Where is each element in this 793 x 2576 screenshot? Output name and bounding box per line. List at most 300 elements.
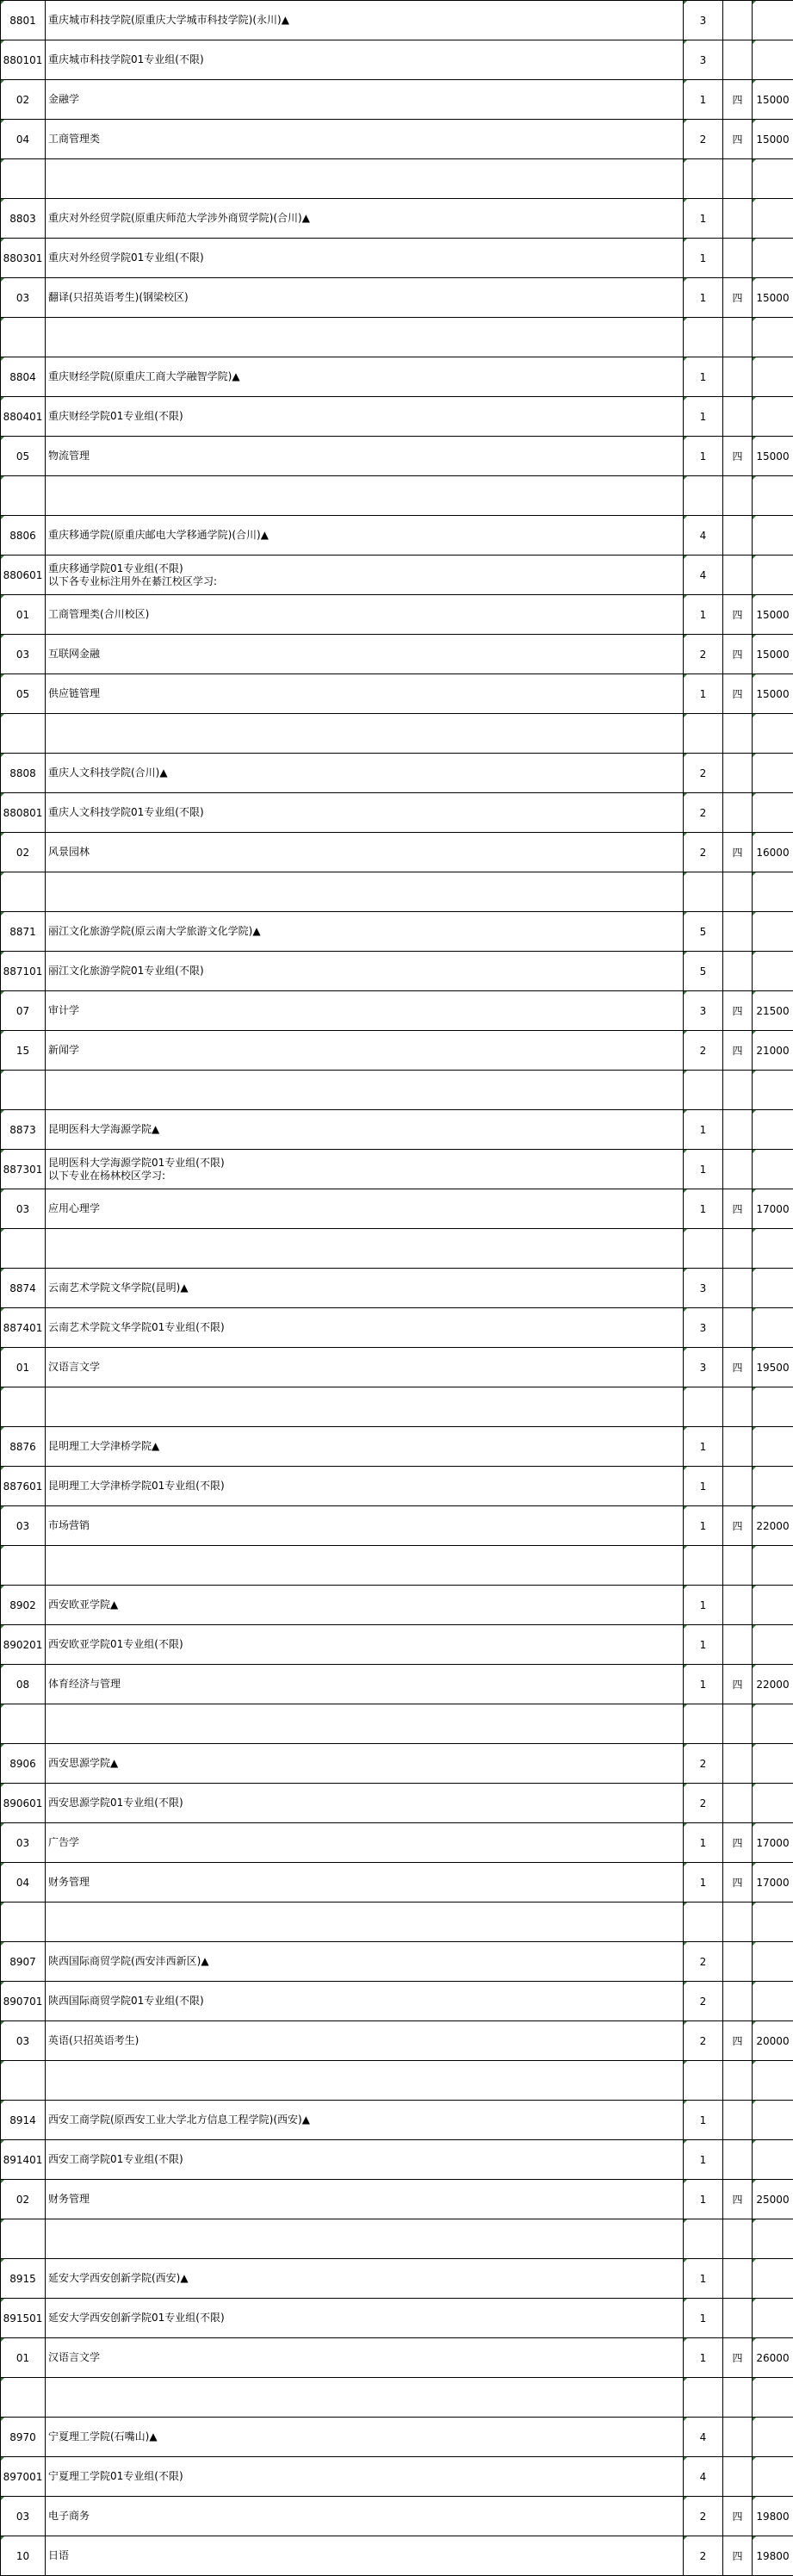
duration-cell [723, 1229, 753, 1269]
plan-count-cell: 3 [684, 991, 723, 1031]
name-cell: 西安欧亚学院▲ [46, 1586, 684, 1625]
code-cell [1, 714, 46, 754]
plan-count-cell: 1 [684, 437, 723, 476]
duration-cell: 四 [723, 2497, 753, 2536]
code-cell: 03 [1, 2021, 46, 2061]
table-row [1, 1744, 793, 1784]
duration-cell: 四 [723, 2021, 753, 2061]
duration-cell [723, 1546, 753, 1586]
name-cell: 体育经济与管理 [46, 1665, 684, 1704]
plan-count-cell [684, 1546, 723, 1586]
code-cell: 8808 [1, 754, 46, 793]
table-row [1, 120, 793, 159]
code-cell: 8876 [1, 1427, 46, 1467]
code-cell [1, 2061, 46, 2101]
code-cell: 08 [1, 1665, 46, 1704]
code-cell: 05 [1, 674, 46, 714]
table-row [1, 1784, 793, 1823]
plan-count-cell: 4 [684, 516, 723, 556]
duration-cell [723, 1784, 753, 1823]
tuition-cell [753, 2219, 793, 2259]
tuition-cell: 17000 [753, 1823, 793, 1863]
tuition-cell [753, 1, 793, 40]
code-cell: 8804 [1, 357, 46, 397]
table-row [1, 1427, 793, 1467]
plan-count-cell [684, 1387, 723, 1427]
plan-count-cell: 2 [684, 1982, 723, 2021]
plan-count-cell: 1 [684, 2180, 723, 2219]
plan-count-cell: 1 [684, 2299, 723, 2338]
plan-count-cell: 1 [684, 1467, 723, 1506]
tuition-cell: 15000 [753, 437, 793, 476]
tuition-cell: 21500 [753, 991, 793, 1031]
plan-count-cell: 1 [684, 1150, 723, 1189]
code-cell: 03 [1, 1823, 46, 1863]
duration-cell: 四 [723, 80, 753, 120]
name-cell [46, 2219, 684, 2259]
table-row [1, 1150, 793, 1189]
tuition-cell [753, 318, 793, 357]
table-row [1, 952, 793, 991]
duration-cell: 四 [723, 1665, 753, 1704]
plan-count-cell: 2 [684, 1031, 723, 1071]
name-cell: 西安思源学院01专业组(不限) [46, 1784, 684, 1823]
tuition-cell: 15000 [753, 674, 793, 714]
code-cell: 8914 [1, 2101, 46, 2140]
duration-cell: 四 [723, 1031, 753, 1071]
code-cell: 8915 [1, 2259, 46, 2299]
duration-cell [723, 1982, 753, 2021]
code-cell: 05 [1, 437, 46, 476]
name-cell: 英语(只招英语考生) [46, 2021, 684, 2061]
name-cell: 互联网金融 [46, 635, 684, 674]
name-cell: 宁夏理工学院(石嘴山)▲ [46, 2418, 684, 2457]
name-cell: 昆明理工大学津桥学院01专业组(不限) [46, 1467, 684, 1506]
code-cell: 887301 [1, 1150, 46, 1189]
name-cell: 重庆城市科技学院01专业组(不限) [46, 40, 684, 80]
table-row [1, 1625, 793, 1665]
tuition-cell: 22000 [753, 1506, 793, 1546]
name-cell [46, 318, 684, 357]
blank-row [1, 714, 793, 754]
name-cell [46, 2061, 684, 2101]
plan-count-cell: 3 [684, 1, 723, 40]
table-row [1, 595, 793, 635]
plan-count-cell [684, 1229, 723, 1269]
tuition-cell [753, 2140, 793, 2180]
plan-count-cell: 1 [684, 239, 723, 278]
code-cell: 8902 [1, 1586, 46, 1625]
tuition-cell [753, 397, 793, 437]
table-row [1, 1665, 793, 1704]
tuition-cell [753, 1150, 793, 1189]
name-cell [46, 1546, 684, 1586]
duration-cell [723, 2219, 753, 2259]
plan-count-cell: 2 [684, 2536, 723, 2576]
plan-count-cell: 1 [684, 1427, 723, 1467]
duration-cell [723, 199, 753, 239]
tuition-cell: 26000 [753, 2338, 793, 2378]
duration-cell [723, 397, 753, 437]
plan-count-cell: 1 [684, 2259, 723, 2299]
tuition-cell [753, 1903, 793, 1942]
duration-cell [723, 476, 753, 516]
blank-row [1, 318, 793, 357]
duration-cell [723, 793, 753, 833]
tuition-cell [753, 1982, 793, 2021]
name-cell: 审计学 [46, 991, 684, 1031]
name-cell: 电子商务 [46, 2497, 684, 2536]
plan-count-cell: 4 [684, 2418, 723, 2457]
plan-count-cell [684, 2219, 723, 2259]
tuition-cell [753, 1387, 793, 1427]
code-cell: 8873 [1, 1110, 46, 1150]
code-cell: 891401 [1, 2140, 46, 2180]
name-cell: 云南艺术学院文华学院01专业组(不限) [46, 1308, 684, 1348]
plan-count-cell: 1 [684, 1110, 723, 1150]
plan-count-cell [684, 2061, 723, 2101]
blank-row [1, 2378, 793, 2418]
code-cell: 02 [1, 2180, 46, 2219]
duration-cell: 四 [723, 991, 753, 1031]
table-row [1, 2021, 793, 2061]
plan-count-cell [684, 1071, 723, 1110]
name-cell: 重庆城市科技学院(原重庆大学城市科技学院)(永川)▲ [46, 1, 684, 40]
table-row [1, 2457, 793, 2497]
code-cell: 03 [1, 1189, 46, 1229]
table-row [1, 674, 793, 714]
duration-cell [723, 1586, 753, 1625]
name-cell: 财务管理 [46, 2180, 684, 2219]
plan-count-cell: 1 [684, 1586, 723, 1625]
duration-cell [723, 2061, 753, 2101]
table-row [1, 1110, 793, 1150]
table-row [1, 1189, 793, 1229]
table-row [1, 357, 793, 397]
name-cell: 供应链管理 [46, 674, 684, 714]
tuition-cell [753, 952, 793, 991]
plan-count-cell: 2 [684, 635, 723, 674]
table-body [1, 1, 793, 2576]
code-cell: 04 [1, 1863, 46, 1903]
tuition-cell [753, 2101, 793, 2140]
name-cell: 重庆对外经贸学院01专业组(不限) [46, 239, 684, 278]
duration-cell [723, 1704, 753, 1744]
table-row [1, 1982, 793, 2021]
duration-cell: 四 [723, 1348, 753, 1387]
name-cell: 风景园林 [46, 833, 684, 872]
tuition-cell: 16000 [753, 833, 793, 872]
duration-cell [723, 1308, 753, 1348]
tuition-cell [753, 40, 793, 80]
tuition-cell [753, 2061, 793, 2101]
code-cell: 887401 [1, 1308, 46, 1348]
plan-count-cell [684, 714, 723, 754]
table-row [1, 397, 793, 437]
code-cell: 8803 [1, 199, 46, 239]
duration-cell [723, 1625, 753, 1665]
name-cell: 丽江文化旅游学院(原云南大学旅游文化学院)▲ [46, 912, 684, 952]
duration-cell: 四 [723, 2180, 753, 2219]
duration-cell: 四 [723, 278, 753, 318]
tuition-cell [753, 2259, 793, 2299]
code-cell: 8970 [1, 2418, 46, 2457]
tuition-cell [753, 912, 793, 952]
duration-cell [723, 714, 753, 754]
tuition-cell [753, 199, 793, 239]
table-row [1, 2101, 793, 2140]
name-cell: 西安工商学院01专业组(不限) [46, 2140, 684, 2180]
code-cell: 03 [1, 278, 46, 318]
table-row [1, 2338, 793, 2378]
table-row [1, 1823, 793, 1863]
blank-row [1, 1071, 793, 1110]
tuition-cell [753, 2457, 793, 2497]
name-cell: 重庆财经学院(原重庆工商大学融智学院)▲ [46, 357, 684, 397]
tuition-cell [753, 1467, 793, 1506]
table-row [1, 793, 793, 833]
plan-count-cell: 1 [684, 1665, 723, 1704]
name-cell: 翻译(只招英语考生)(钢梁校区) [46, 278, 684, 318]
code-cell [1, 2219, 46, 2259]
duration-cell: 四 [723, 437, 753, 476]
table-row [1, 556, 793, 595]
tuition-cell [753, 793, 793, 833]
plan-count-cell: 5 [684, 912, 723, 952]
table-row [1, 912, 793, 952]
code-cell: 880801 [1, 793, 46, 833]
plan-count-cell: 2 [684, 833, 723, 872]
table-row [1, 991, 793, 1031]
duration-cell: 四 [723, 2536, 753, 2576]
code-cell [1, 159, 46, 199]
name-cell: 重庆对外经贸学院(原重庆师范大学涉外商贸学院)(合川)▲ [46, 199, 684, 239]
table-row [1, 1269, 793, 1308]
plan-count-cell [684, 159, 723, 199]
tuition-cell [753, 1704, 793, 1744]
code-cell [1, 1546, 46, 1586]
name-cell [46, 1704, 684, 1744]
plan-count-cell: 1 [684, 674, 723, 714]
code-cell [1, 1387, 46, 1427]
tuition-cell [753, 1427, 793, 1467]
name-cell: 昆明医科大学海源学院▲ [46, 1110, 684, 1150]
code-cell: 880601 [1, 556, 46, 595]
name-cell: 陕西国际商贸学院01专业组(不限) [46, 1982, 684, 2021]
tuition-cell: 25000 [753, 2180, 793, 2219]
plan-count-cell: 1 [684, 80, 723, 120]
tuition-cell [753, 2418, 793, 2457]
tuition-cell [753, 1229, 793, 1269]
name-cell [46, 872, 684, 912]
blank-row [1, 1229, 793, 1269]
code-cell: 8874 [1, 1269, 46, 1308]
name-cell: 西安思源学院▲ [46, 1744, 684, 1784]
duration-cell [723, 318, 753, 357]
table-row [1, 2180, 793, 2219]
name-cell: 广告学 [46, 1823, 684, 1863]
duration-cell [723, 2140, 753, 2180]
plan-count-cell: 1 [684, 397, 723, 437]
plan-count-cell: 1 [684, 1506, 723, 1546]
code-cell: 10 [1, 2536, 46, 2576]
duration-cell [723, 2259, 753, 2299]
code-cell: 04 [1, 120, 46, 159]
tuition-cell [753, 2299, 793, 2338]
tuition-cell [753, 1546, 793, 1586]
name-cell [46, 476, 684, 516]
tuition-cell: 15000 [753, 278, 793, 318]
table-row [1, 2259, 793, 2299]
plan-count-cell: 3 [684, 1269, 723, 1308]
table-row [1, 2418, 793, 2457]
code-cell: 887601 [1, 1467, 46, 1506]
code-cell: 880101 [1, 40, 46, 80]
code-cell [1, 476, 46, 516]
duration-cell [723, 2101, 753, 2140]
duration-cell: 四 [723, 2338, 753, 2378]
tuition-cell [753, 1784, 793, 1823]
name-cell: 汉语言文学 [46, 2338, 684, 2378]
tuition-cell [753, 159, 793, 199]
tuition-cell [753, 872, 793, 912]
duration-cell [723, 1269, 753, 1308]
plan-count-cell: 2 [684, 1942, 723, 1982]
code-cell: 15 [1, 1031, 46, 1071]
name-cell: 西安工商学院(原西安工业大学北方信息工程学院)(西安)▲ [46, 2101, 684, 2140]
name-cell: 西安欧亚学院01专业组(不限) [46, 1625, 684, 1665]
name-cell [46, 714, 684, 754]
duration-cell [723, 872, 753, 912]
tuition-cell: 17000 [753, 1863, 793, 1903]
code-cell: 07 [1, 991, 46, 1031]
code-cell: 890201 [1, 1625, 46, 1665]
table-row [1, 437, 793, 476]
duration-cell [723, 159, 753, 199]
blank-row [1, 2061, 793, 2101]
duration-cell [723, 516, 753, 556]
tuition-cell: 21000 [753, 1031, 793, 1071]
duration-cell [723, 40, 753, 80]
code-cell: 8801 [1, 1, 46, 40]
tuition-cell [753, 1269, 793, 1308]
plan-count-cell [684, 476, 723, 516]
plan-count-cell: 2 [684, 2497, 723, 2536]
name-cell: 宁夏理工学院01专业组(不限) [46, 2457, 684, 2497]
name-cell [46, 1387, 684, 1427]
code-cell: 8906 [1, 1744, 46, 1784]
duration-cell [723, 2378, 753, 2418]
table-row [1, 754, 793, 793]
table-row [1, 1, 793, 40]
plan-count-cell: 2 [684, 793, 723, 833]
duration-cell: 四 [723, 1823, 753, 1863]
code-cell [1, 1229, 46, 1269]
tuition-cell [753, 1625, 793, 1665]
duration-cell: 四 [723, 1189, 753, 1229]
blank-row [1, 1903, 793, 1942]
blank-row [1, 476, 793, 516]
table-row [1, 278, 793, 318]
tuition-cell: 19800 [753, 2497, 793, 2536]
tuition-cell: 19800 [753, 2536, 793, 2576]
table-row [1, 199, 793, 239]
duration-cell [723, 357, 753, 397]
tuition-cell: 20000 [753, 2021, 793, 2061]
code-cell: 880301 [1, 239, 46, 278]
name-cell: 重庆移通学院(原重庆邮电大学移通学院)(合川)▲ [46, 516, 684, 556]
table-row [1, 1308, 793, 1348]
tuition-cell [753, 714, 793, 754]
name-cell: 金融学 [46, 80, 684, 120]
duration-cell [723, 2418, 753, 2457]
blank-row [1, 159, 793, 199]
plan-count-cell: 5 [684, 952, 723, 991]
name-cell: 工商管理类 [46, 120, 684, 159]
name-cell: 财务管理 [46, 1863, 684, 1903]
duration-cell [723, 1427, 753, 1467]
tuition-cell [753, 1308, 793, 1348]
tuition-cell: 17000 [753, 1189, 793, 1229]
table-row [1, 1863, 793, 1903]
plan-count-cell: 2 [684, 754, 723, 793]
code-cell: 897001 [1, 2457, 46, 2497]
name-cell [46, 2378, 684, 2418]
duration-cell [723, 1, 753, 40]
plan-count-cell: 2 [684, 120, 723, 159]
duration-cell [723, 1110, 753, 1150]
code-cell [1, 1704, 46, 1744]
plan-count-cell: 4 [684, 556, 723, 595]
table-row [1, 1031, 793, 1071]
table-row [1, 1467, 793, 1506]
table-row [1, 2299, 793, 2338]
duration-cell [723, 754, 753, 793]
code-cell: 03 [1, 635, 46, 674]
duration-cell [723, 1903, 753, 1942]
code-cell: 01 [1, 2338, 46, 2378]
duration-cell [723, 2299, 753, 2338]
code-cell: 8871 [1, 912, 46, 952]
plan-count-cell: 3 [684, 40, 723, 80]
plan-count-cell: 1 [684, 278, 723, 318]
plan-count-cell [684, 2378, 723, 2418]
tuition-cell [753, 1071, 793, 1110]
name-cell [46, 1229, 684, 1269]
blank-row [1, 1546, 793, 1586]
plan-count-cell [684, 318, 723, 357]
name-cell [46, 1071, 684, 1110]
blank-row [1, 2219, 793, 2259]
name-cell: 工商管理类(合川校区) [46, 595, 684, 635]
duration-cell [723, 1467, 753, 1506]
table-row [1, 239, 793, 278]
table-row [1, 635, 793, 674]
plan-count-cell: 4 [684, 2457, 723, 2497]
table-row [1, 1506, 793, 1546]
plan-count-cell: 1 [684, 595, 723, 635]
name-cell: 日语 [46, 2536, 684, 2576]
duration-cell [723, 1387, 753, 1427]
table-row [1, 80, 793, 120]
name-cell: 昆明理工大学津桥学院▲ [46, 1427, 684, 1467]
duration-cell [723, 1744, 753, 1784]
duration-cell: 四 [723, 1506, 753, 1546]
tuition-cell: 15000 [753, 120, 793, 159]
table-row [1, 2140, 793, 2180]
code-cell [1, 1071, 46, 1110]
blank-row [1, 1387, 793, 1427]
